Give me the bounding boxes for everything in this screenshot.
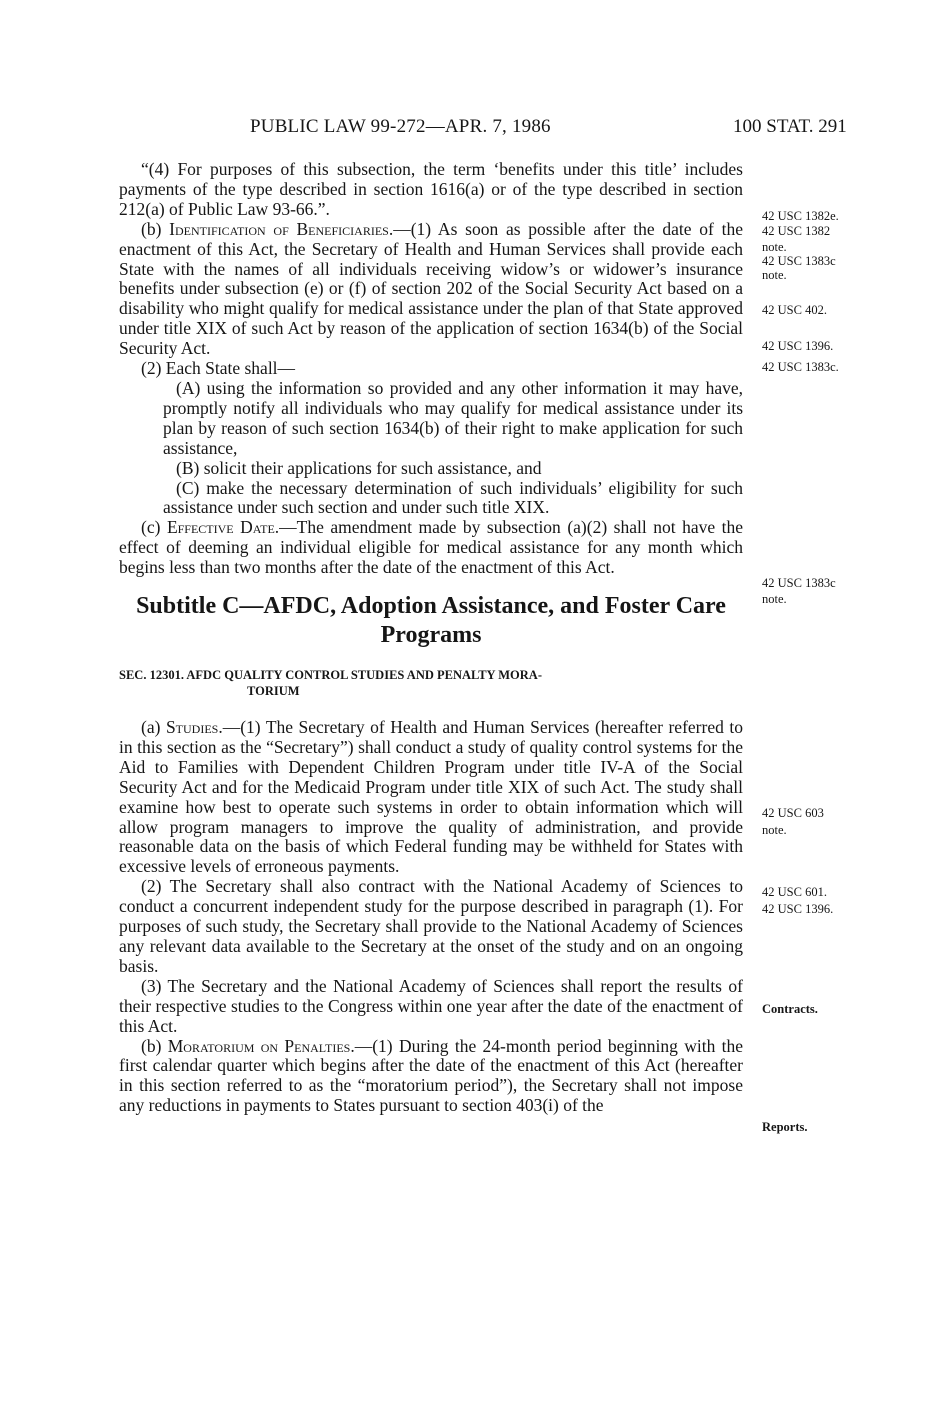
clause-a: (A) using the information so provided and any other information it may have, promptly notify all individuals who may qualify for medical assistance under its plan by reason of such section 1634(b) of their right to make application for such assistance, [163,377,743,458]
margin-note: 42 USC 1382 [762,224,831,238]
subtitle-heading: Subtitle C—AFDC, Adoption Assistance, and Foster Care Programs [136,593,726,649]
heading-effective-date: Effective Date [166,517,275,538]
margin-note: 42 USC 1383c. [762,360,839,374]
margin-note: note. [762,823,787,837]
clause-b: (B) solicit their applications for such assistance, and [176,457,542,478]
section-heading: SEC. 12301. AFDC QUALITY CONTROL STUDIES AND PENALTY MORA- TORIUM [119,668,542,699]
margin-note: 42 USC 1396. [762,339,834,353]
margin-note-reports: Reports. [762,1120,808,1134]
paragraph-studies: (a) Studies.—(1) The Secretary of Health and Human Services (hereafter referred to in this section as the “Secretary”) shall conduct a study of quality control systems for the Aid to Families with Dependent Children Program under title IV-A of the Social Security Act and for the Medicaid Program under title XIX of such Act. The study shall examine how best to operate such systems in order to obtain information which will allow program managers to improve the quality of administration, and provide reasonable data on the basis of which Federal funding may be withheld for States with excessive levels of erroneous payments. [119,717,743,877]
margin-note: note. [762,240,787,254]
heading-moratorium-on-penalties: Moratorium on Penalties [167,1035,351,1056]
margin-note: 42 USC 402. [762,303,827,317]
running-header-title: PUBLIC LAW 99-272—APR. 7, 1986 [250,116,551,137]
paragraph-each-state-shall: (2) Each State shall— [141,358,296,379]
paragraph-contract-nas: (2) The Secretary shall also contract with the National Academy of Sciences to conduct a concurrent independent study for the purpose described in paragraph (1). For purposes of such study, the Secretary shall provide to the National Academy of Sciences any relevant data available to the Secretary at the onset of the study and on an ongoing basis. [119,876,743,976]
paragraph-identification-of-beneficiaries: (b) Identification of Beneficiaries.—(1) As soon as possible after the date of the enactment of this Act, the Secretary of Health and Human Services shall provide each State with the names of all individuals receiving widow’s or widower’s insurance benefits under subsection (e) or (f) of section 202 of the Social Security Act based on a disability who might qualify for medical assistance under the plan of that State approved under title XIX of such Act by reason of the application of section 1634(b) of the Social Security Act. [119,218,743,359]
margin-note: note. [762,592,787,606]
margin-note: 42 USC 601. [762,885,827,899]
margin-note: 42 USC 1396. [762,902,834,916]
paragraph-reports: (3) The Secretary and the National Academy of Sciences shall report the results of their respective studies to the Congress within one year after the date of the enactment of this Act. [119,975,743,1036]
heading-studies: Studies [165,717,219,738]
margin-note: note. [762,268,787,282]
clause-c: (C) make the necessary determination of such individuals’ eligibility for such assistance under such section and under such title XIX. [163,477,743,518]
margin-note-contracts: Contracts. [762,1002,818,1016]
margin-note: 42 USC 1383c [762,254,836,268]
margin-note: 42 USC 1383c [762,576,836,590]
statute-page-number: 100 STAT. 291 [733,116,847,137]
margin-note: 42 USC 1382e. [762,209,839,223]
body-text [119,160,743,1116]
paragraph-moratorium: (b) Moratorium on Penalties.—(1) During the 24-month period beginning with the first calendar quarter which begins after the date of the enactment of this Act (hereafter in this section referred to as the “moratorium period”), the Secretary shall not impose any reductions in payments to States pursuant to section 403(i) of the [119,1035,744,1116]
paragraph-4-definition: “(4) For purposes of this subsection, the term ‘benefits under this title’ includes payments of the type described in section 1616(a) or of the type described in section 212(a) of Public Law 93-66.”. [119,159,743,219]
heading-identification-of-beneficiaries: Identification of Beneficiaries [169,218,389,239]
paragraph-effective-date: (c) Effective Date.—The amendment made by subsection (a)(2) shall not have the effect of deeming an individual eligible for medical assistance for any month which begins less than two months after the date of the enactment of this Act. [119,517,743,578]
margin-note: 42 USC 603 [762,806,824,820]
